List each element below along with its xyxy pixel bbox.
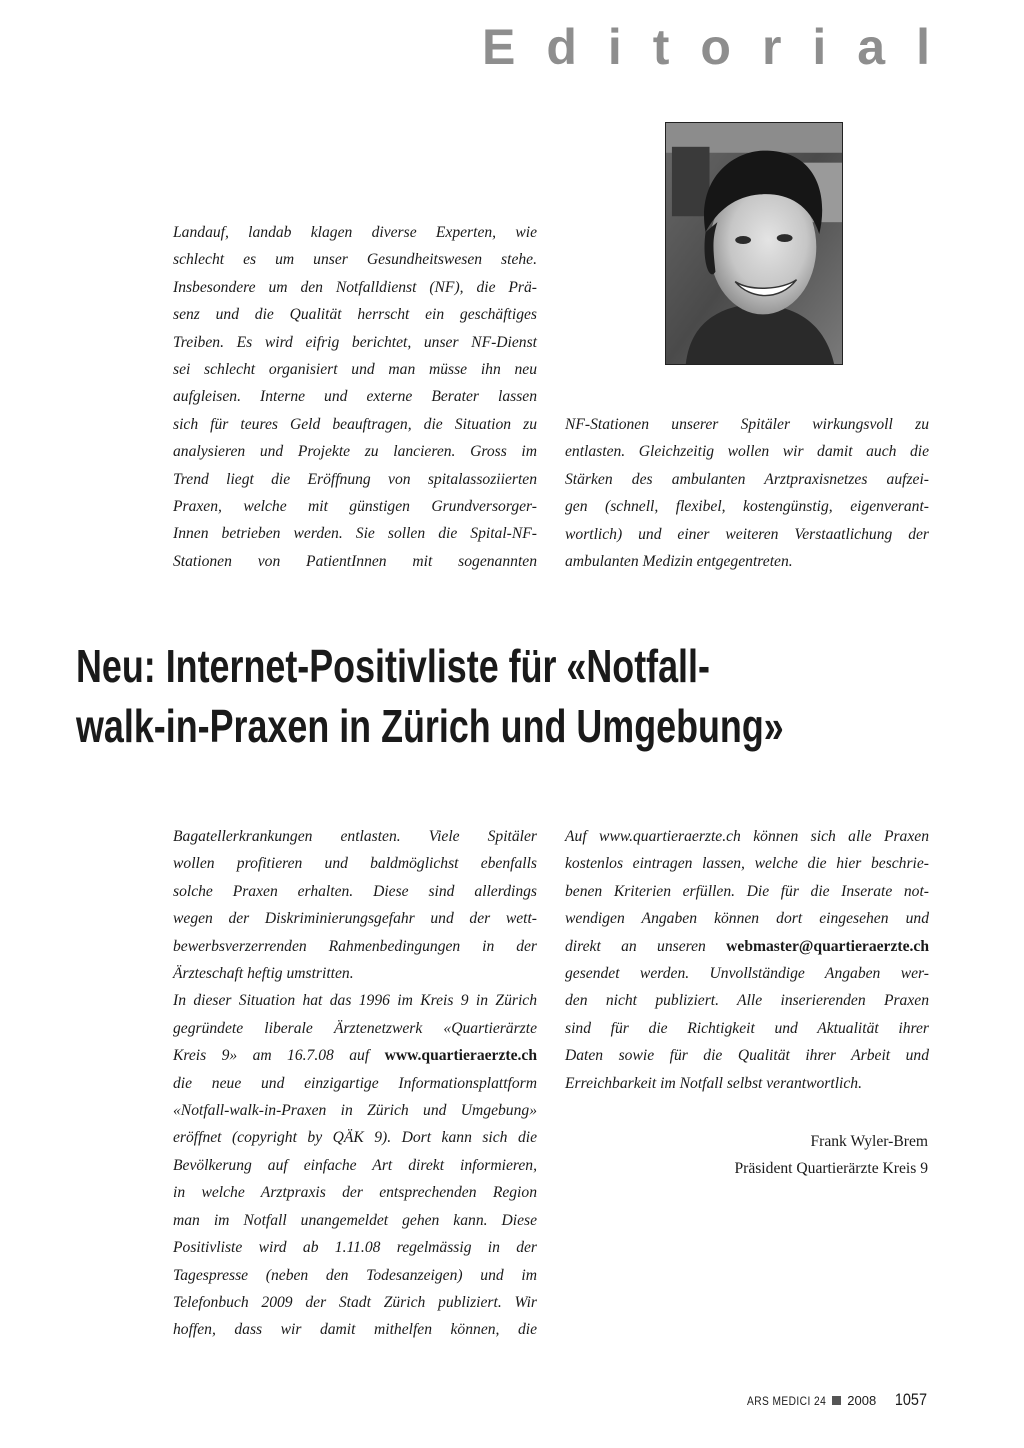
text-fragment: Kreis 9» am 16.7.08 auf: [173, 1047, 385, 1065]
text-line: [173, 1042, 537, 1069]
article-headline: [76, 636, 784, 756]
text-line: analysieren und Projekte zu lancieren. Gross im: [173, 443, 537, 461]
text-line: aufgleisen. Interne und externe Berater lassen: [173, 388, 537, 406]
text-line: Praxen, welche mit günstigen Grundversorger-: [173, 498, 537, 516]
text-line: schlecht es um unser Gesundheitswesen stehe.: [173, 251, 537, 269]
author-portrait-photo: [665, 122, 843, 365]
text-line: NF-Stationen unserer Spitäler wirkungsvoll zu: [565, 416, 929, 433]
text-line: den nicht publiziert. Alle inserierenden Praxen: [565, 992, 929, 1010]
text-line: sich für teures Geld beauftragen, die Situation zu: [173, 415, 537, 433]
text-line: ambulanten Medizin entgegentreten.: [565, 553, 793, 571]
text-line: Bagatellerkrankungen entlasten. Viele Spitäler: [173, 828, 537, 845]
text-line: Auf www.quartieraerzte.ch können sich alle Praxen: [565, 828, 929, 845]
text-line: wegen der Diskriminierungsgefahr und der wett-: [173, 910, 537, 928]
text-line: Landauf, landab klagen diverse Experten, wie: [173, 224, 537, 241]
body-right-column: [565, 823, 929, 1097]
text-line: Bevölkerung auf einfache Art direkt informieren,: [173, 1156, 537, 1174]
headline-line-2: walk-in-Praxen in Zürich und Umgebung»: [76, 700, 784, 752]
journal-name: ARS MEDICI 24: [747, 1394, 827, 1408]
text-line: kostenlos eintragen lassen, welche die hier beschrie-: [565, 855, 929, 873]
headline-line-1: Neu: Internet-Positivliste für «Notfall-: [76, 640, 710, 692]
text-line: hoffen, dass wir damit mithelfen können, die: [173, 1321, 537, 1339]
text-line: Trend liegt die Eröffnung von spitalassoziierten: [173, 470, 537, 488]
page-footer: [733, 1390, 930, 1410]
text-line: Ärzteschaft heftig umstritten.: [173, 965, 354, 983]
text-line: Treiben. Es wird eifrig berichtet, unser NF-Dienst: [173, 333, 537, 351]
text-line: «Notfall-walk-in-Praxen in Zürich und Umgebung»: [173, 1102, 537, 1120]
text-line: Daten sowie für die Qualität ihrer Arbeit und: [565, 1047, 929, 1065]
text-fragment: direkt an unseren: [565, 937, 727, 955]
intro-right-column: [565, 411, 929, 575]
website-link[interactable]: www.quartieraerzte.ch: [384, 1047, 537, 1065]
text-line: [565, 933, 929, 960]
text-line: benen Kriterien erfüllen. Die für die Inserate not-: [565, 882, 929, 900]
intro-left-column: [173, 219, 537, 575]
text-line: die neue und einzigartige Informationsplattform: [173, 1074, 537, 1092]
text-line: solche Praxen erhalten. Diese sind allerdings: [173, 882, 537, 900]
text-line: Insbesondere um den Notfalldienst (NF), die Prä-: [173, 278, 537, 296]
section-label: Editorial: [481, 19, 961, 75]
page-number: 1057: [895, 1390, 928, 1409]
text-line: senz und die Qualität herrscht ein geschäftiges: [173, 306, 537, 324]
text-line: sei schlecht organisiert und man müsse ihn neu: [173, 361, 537, 379]
text-line: wortlich) und einer weiteren Verstaatlichung der: [565, 525, 929, 543]
separator-square-icon: [832, 1396, 841, 1405]
text-line: gen (schnell, flexibel, kostengünstig, eigenverant-: [565, 498, 929, 516]
text-line: In dieser Situation hat das 1996 im Kreis 9 in Zürich: [173, 992, 537, 1010]
body-left-column: [173, 823, 537, 1344]
text-line: Innen betrieben werden. Sie sollen die Spital-NF-: [173, 525, 537, 543]
journal-year: 2008: [847, 1393, 877, 1408]
text-line: Erreichbarkeit im Notfall selbst verantwortlich.: [565, 1074, 862, 1092]
email-link[interactable]: webmaster@quartieraerzte.ch: [726, 937, 929, 955]
text-line: wollen profitieren und baldmöglichst ebenfalls: [173, 855, 537, 873]
text-line: man im Notfall unangemeldet gehen kann. Diese: [173, 1211, 537, 1229]
author-signature: [734, 1128, 928, 1183]
text-line: sind für die Richtigkeit und Aktualität ihrer: [565, 1019, 929, 1037]
text-line: eröffnet (copyright by QÄK 9). Dort kann sich die: [173, 1129, 537, 1147]
text-line: bewerbsverzerrenden Rahmenbedingungen in der: [173, 937, 537, 955]
author-title: Präsident Quartierärzte Kreis 9: [734, 1160, 928, 1178]
text-line: in welche Arztpraxis der entsprechenden Region: [173, 1184, 537, 1202]
text-line: entlasten. Gleichzeitig wollen wir damit auch die: [565, 443, 929, 461]
text-line: Tagespresse (neben den Todesanzeigen) und im: [173, 1266, 537, 1284]
text-line: gesendet werden. Unvollständige Angaben wer-: [565, 965, 929, 983]
text-line: Positivliste wird ab 1.11.08 regelmässig in der: [173, 1239, 537, 1257]
text-line: gegründete liberale Ärztenetzwerk «Quartierärzte: [173, 1019, 537, 1037]
text-line: Telefonbuch 2009 der Stadt Zürich publiziert. Wir: [173, 1293, 537, 1311]
text-line: Stationen von PatientInnen mit sogenannten: [173, 552, 537, 570]
author-name: Frank Wyler-Brem: [810, 1133, 928, 1150]
text-line: wendigen Angaben können dort eingesehen und: [565, 910, 929, 928]
text-line: Stärken des ambulanten Arztpraxisnetzes aufzei-: [565, 470, 929, 488]
